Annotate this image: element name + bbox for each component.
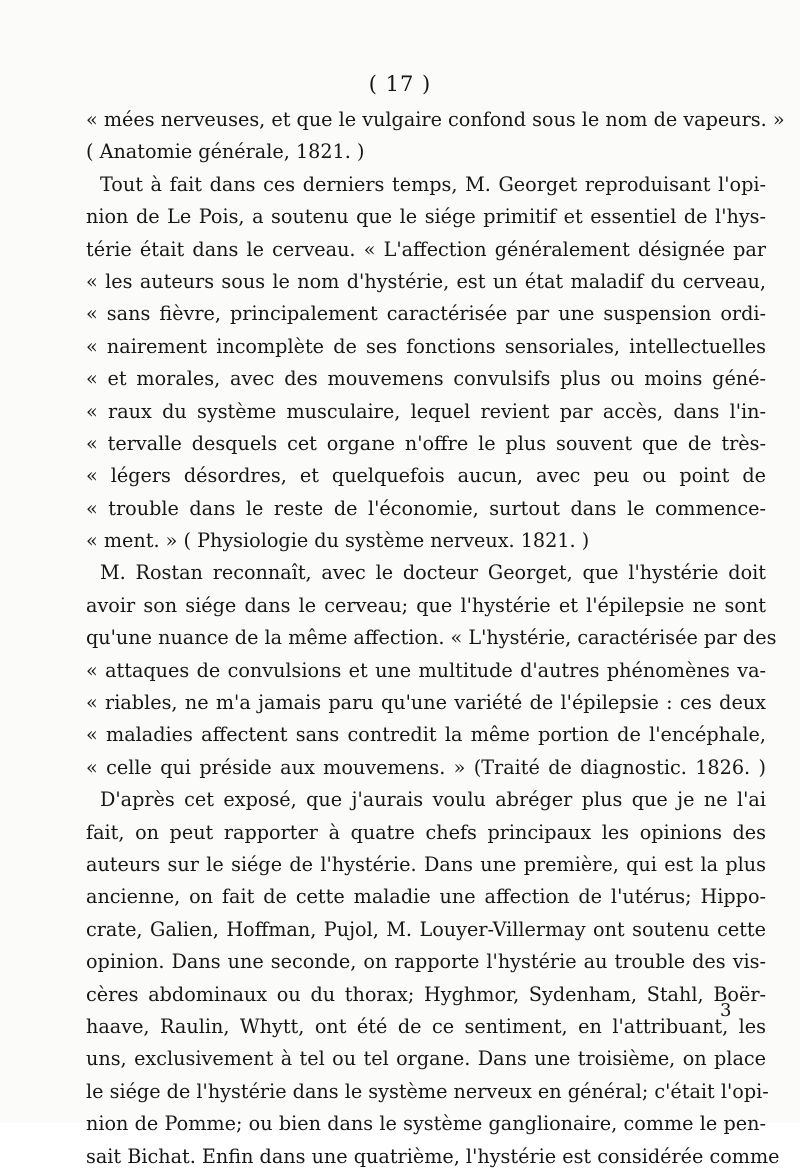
text-line: uns, exclusivement à tel ou tel organe. Dans une troisième, on place — [86, 1047, 766, 1071]
text-line: sait Bichat. Enfin dans une quatrième, l'hystérie est considérée comme — [86, 1144, 780, 1168]
text-line: « maladies affectent sans contredit la même portion de l'encéphale, — [86, 723, 766, 747]
signature-mark: 3 — [720, 1000, 732, 1021]
text-line: « trouble dans le reste de l'économie, surtout dans le commence- — [86, 496, 766, 520]
text-line: « riables, ne m'a jamais paru qu'une variété de l'épilepsie : ces deux — [86, 691, 766, 715]
page-number: ( 17 ) — [368, 72, 432, 96]
text-line: avoir son siége dans le cerveau; que l'hystérie et l'épilepsie ne sont — [86, 593, 766, 617]
text-line: « et morales, avec des mouvemens convulsifs plus ou moins géné- — [86, 367, 766, 391]
text-line: crate, Galien, Hoffman, Pujol, M. Louyer-Villermay ont soutenu cette — [86, 917, 766, 941]
text-line: « sans fièvre, principalement caractérisée par une suspension ordi- — [86, 302, 766, 326]
text-line: auteurs sur le siége de l'hystérie. Dans une première, qui est la plus — [86, 852, 766, 876]
text-line: « raux du système musculaire, lequel revient par accès, dans l'in- — [86, 399, 766, 423]
text-line: « mées nerveuses, et que le vulgaire confond sous le nom de vapeurs. » — [86, 108, 785, 131]
text-line: nion de Le Pois, a soutenu que le siége primitif et essentiel de l'hys- — [86, 205, 766, 229]
body-text — [86, 104, 785, 1173]
text-line: « les auteurs sous le nom d'hystérie, est un état maladif du cerveau, — [86, 269, 766, 293]
text-line: D'après cet exposé, que j'aurais voulu abréger plus que je ne l'ai — [100, 788, 766, 812]
text-line: « tervalle desquels cet organe n'offre le plus souvent que de très- — [86, 431, 766, 455]
text-line: ( Anatomie générale, 1821. ) — [86, 140, 365, 164]
text-line: térie était dans le cerveau. « L'affection généralement désignée par — [86, 237, 766, 261]
text-line: « légers désordres, et quelquefois aucun, avec peu ou point de — [86, 464, 766, 488]
text-line: ancienne, on fait de cette maladie une affection de l'utérus; Hippo- — [86, 885, 766, 909]
text-line: opinion. Dans une seconde, on rapporte l'hystérie au trouble des vis- — [86, 950, 766, 974]
text-line: qu'une nuance de la même affection. « L'hystérie, caractérisée par des — [86, 626, 777, 650]
text-line: « nairement incomplète de ses fonctions sensoriales, intellectuelles — [86, 334, 766, 358]
text-line: « celle qui préside aux mouvemens. » (Traité de diagnostic. 1826. ) — [86, 755, 766, 779]
text-line: le siége de l'hystérie dans le système nerveux en général; c'était l'opi- — [86, 1079, 769, 1103]
text-line: « ment. » ( Physiologie du système nerveux. 1821. ) — [86, 529, 590, 553]
text-line: nion de Pomme; ou bien dans le système ganglionaire, comme le pen- — [86, 1112, 766, 1136]
text-line: M. Rostan reconnaît, avec le docteur Georget, que l'hystérie doit — [100, 561, 766, 585]
text-line: cères abdominaux ou du thorax; Hyghmor, Sydenham, Stahl, Boër- — [86, 982, 766, 1006]
text-line: Tout à fait dans ces derniers temps, M. Georget reproduisant l'opi- — [100, 172, 766, 196]
text-line: « attaques de convulsions et une multitude d'autres phénomènes va- — [86, 658, 766, 682]
text-line: haave, Raulin, Whytt, ont été de ce sentiment, en l'attribuant, les — [86, 1014, 766, 1038]
text-line: fait, on peut rapporter à quatre chefs principaux les opinions des — [86, 820, 766, 844]
